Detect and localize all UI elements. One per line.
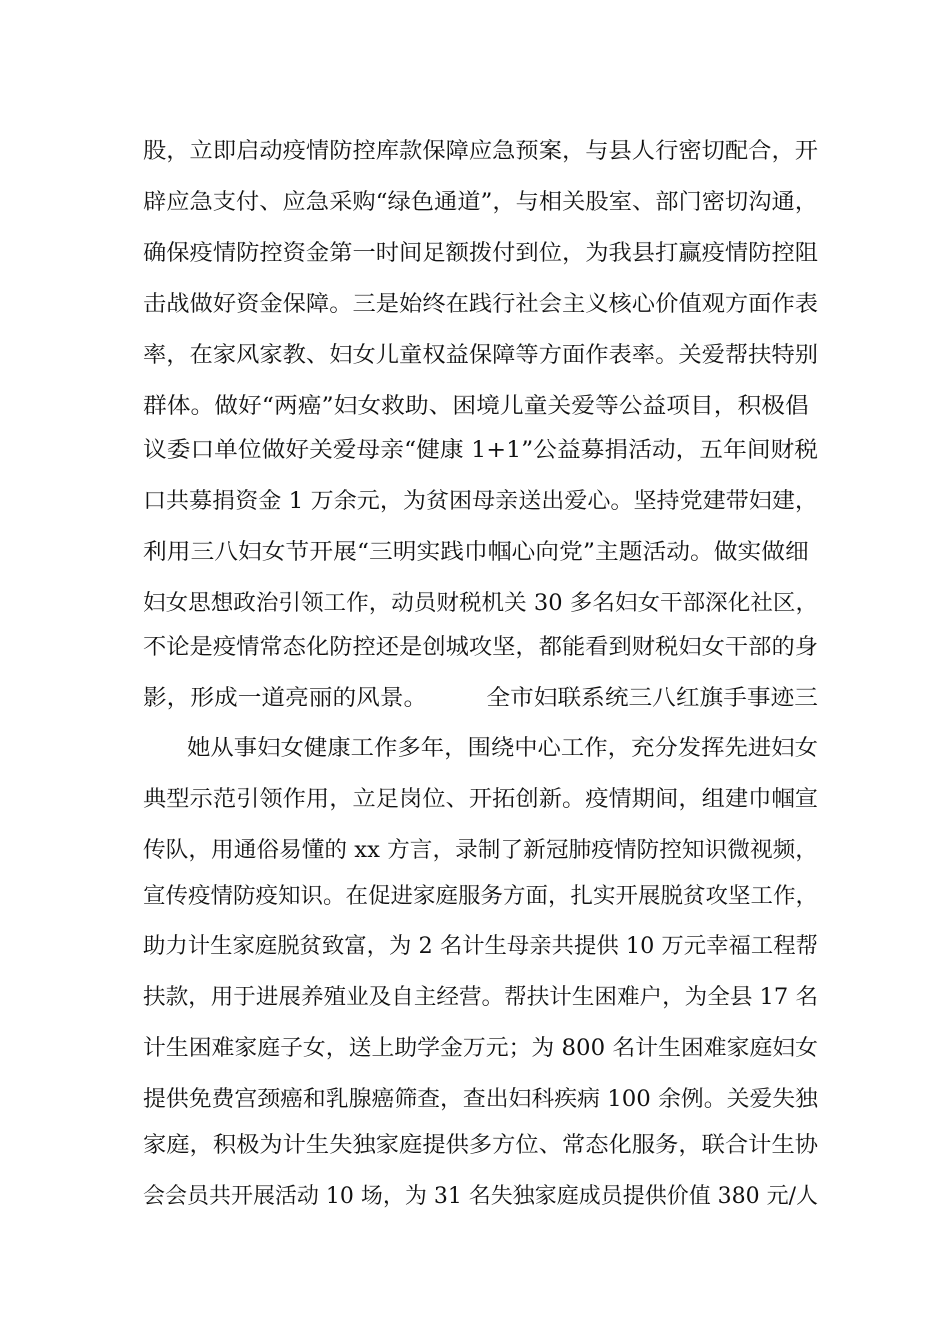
text-line-content: 计生困难家庭子女，送上助学金万元；为 800 名计生困难家庭妇女 [143,1036,819,1061]
text-line [0,929,950,965]
text-line-content: 传队，用通俗易懂的 xx 方言，录制了新冠肺疫情防控知识微视频， [143,838,818,863]
text-line-content: 家庭，积极为计生失独家庭提供多方位、常态化服务，联合计生协 [143,1133,819,1158]
text-line [0,134,950,170]
text-line [0,236,950,272]
text-line [0,879,950,915]
text-line [0,287,950,323]
text-line [0,185,950,221]
text-line [0,1179,950,1215]
text-line-content: 口共募捐资金 1 万余元，为贫困母亲送出爱心。坚持党建带妇建， [143,489,818,514]
text-line [0,782,950,818]
text-line-content: 助力计生家庭脱贫致富，为 2 名计生母亲共提供 10 万元幸福工程帮 [143,934,818,959]
text-line [0,630,950,666]
text-line [0,535,950,571]
text-line [0,980,950,1016]
text-line [0,681,950,717]
text-line-content: 典型示范引领作用，立足岗位、开拓创新。疫情期间，组建巾帼宣 [143,787,819,812]
text-line [0,338,950,374]
text-line-content: 击战做好资金保障。三是始终在践行社会主义核心价值观方面作表 [143,292,819,317]
text-line-content: 妇女思想政治引领工作，动员财税机关 30 多名妇女干部深化社区， [143,591,819,616]
text-line-content: 扶款，用于进展养殖业及自主经营。帮扶计生困难户，为全县 17 名 [143,985,819,1010]
text-line [0,586,950,622]
text-line-content: 她从事妇女健康工作多年，围绕中心工作，充分发挥先进妇女 [187,736,819,761]
text-line-content: 股，立即启动疫情防控库款保障应急预案，与县人行密切配合，开 [143,139,819,164]
text-line-content: 提供免费宫颈癌和乳腺癌筛查，查出妇科疾病 100 余例。关爱失独 [143,1087,819,1112]
text-line-content: 群体。做好“两癌”妇女救助、困境儿童关爱等公益项目，积极倡 [143,394,809,419]
text-line-content: 利用三八妇女节开展“三明实践巾帼心向党”主题活动。做实做细 [143,540,809,565]
text-line [0,833,950,869]
text-line-content: 宣传疫情防疫知识。在促进家庭服务方面，扎实开展脱贫攻坚工作， [143,884,818,909]
text-line [0,1128,950,1164]
paragraph-first-line [0,731,950,767]
text-line-content: 不论是疫情常态化防控还是创城攻坚，都能看到财税妇女干部的身 [143,635,819,660]
text-line [0,1082,950,1118]
text-line-content: 确保疫情防控资金第一时间足额拨付到位，为我县打赢疫情防控阻 [143,241,819,266]
text-line-content: 议委口单位做好关爱母亲“健康 1+1”公益募捐活动，五年间财税 [143,438,818,463]
text-line [0,389,950,425]
text-line-content: 会会员共开展活动 10 场，为 31 名失独家庭成员提供价值 380 元/人 [143,1184,819,1209]
text-line [0,1031,950,1067]
text-line-content: 辟应急支付、应急采购“绿色通道”，与相关股室、部门密切沟通， [143,190,819,215]
text-line-content: 影，形成一道亮丽的风景。 全市妇联系统三八红旗手事迹三 [143,686,818,711]
text-line [0,484,950,520]
text-line-content: 率，在家风家教、妇女儿童权益保障等方面作表率。关爱帮扶特别 [143,343,819,368]
text-line [0,433,950,469]
